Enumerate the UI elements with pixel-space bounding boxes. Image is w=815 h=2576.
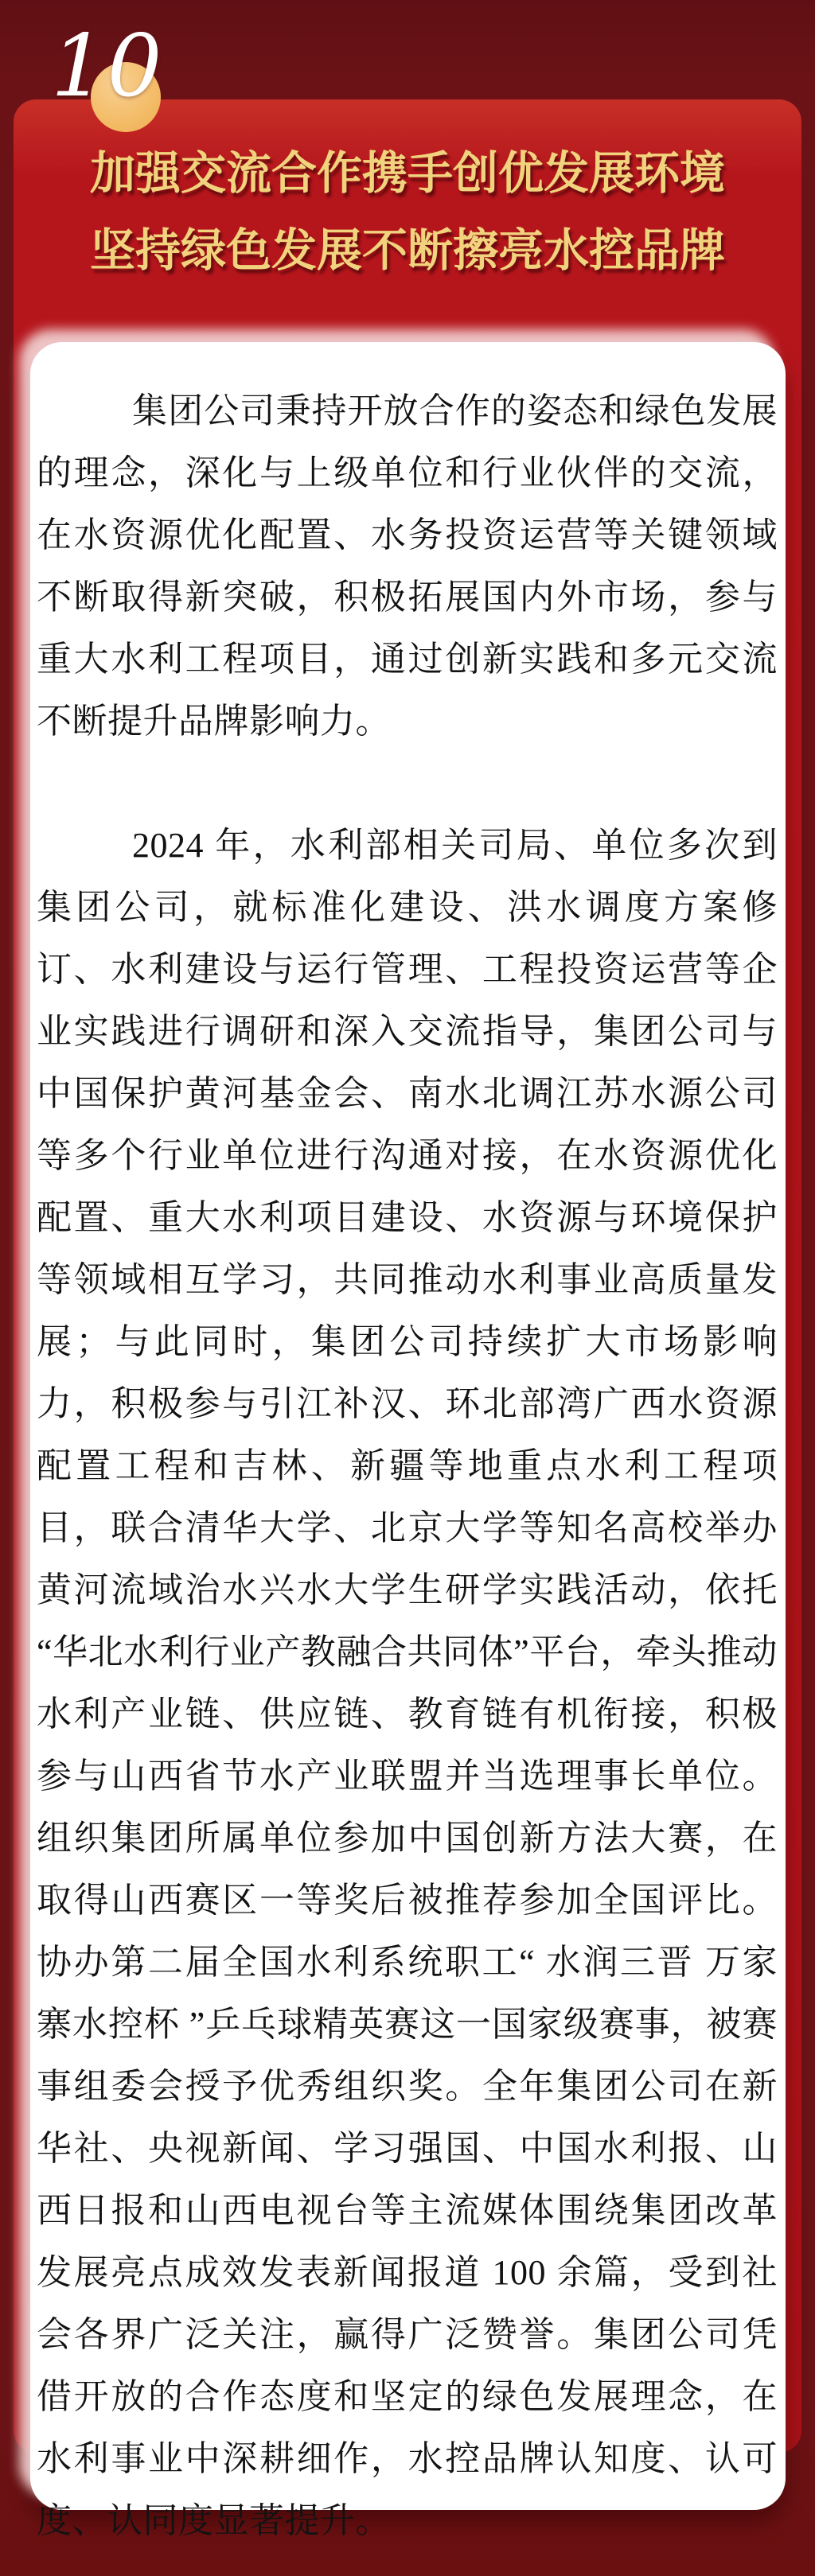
title-line-1: 加强交流合作携手创优发展环境 [90, 149, 725, 199]
body-paragraph-1: 集团公司秉持开放合作的姿态和绿色发展的理念，深化与上级单位和行业伙伴的交流，在水资源优化配置、水务投资运营等关键领域不断取得新突破，积极拓展国内外市场，参与重大水利工程项目，通过创新实践和多元交流不断提升品牌影响力。 [37, 391, 778, 741]
title-line-2: 坚持绿色发展不断擦亮水控品牌 [90, 226, 725, 276]
content-card [30, 342, 786, 2540]
section-title [0, 135, 815, 290]
section-number: 10 [51, 17, 164, 116]
body-paragraph-2: 2024 年，水利部相关司局、单位多次到集团公司，就标准化建设、洪水调度方案修订、水利建设与运行管理、工程投资运营等企业实践进行调研和深入交流指导，集团公司与中国保护黄河基金会、南水北调江苏水源公司等多个行业单位进行沟通对接，在水资源优化配置、重大水利项目建设、水资源与环境保护等领域相互学习，共同推动水利事业高质量发展；与此同时，集团公司持续扩大市场影响力，积极参与引江补汉、环北部湾广西水资源配置工程和吉林、新疆等地重点水利工程项目，联合清华大学、北京大学等知名高校举办黄河流域治水兴水大学生研学实践活动，依托“华北水利行业产教融合共同体”平台，牵头推动水利产业链、供应链、教育链有机衔接，积极参与山西省节水产业联盟并当选理事长单位。组织集团所属单位参加中国创新方法大赛，在取得山西赛区一等奖后被推荐参加全国评比。协办第二届全国水利系统职工“ 水润三晋 万家寨水控杯 ”乒乓球精英赛这一国家级赛事，被赛事组委会授予优秀组织奖。全年集团公司在新华社、央视新闻、学习强国、中国水利报、山西日报和山西电视台等主流媒体围绕集团改革发展亮点成效发表新闻报道 100 余篇，受到社会各界广泛关注，赢得广泛赞誉。集团公司凭借开放的合作态度和坚定的绿色发展理念，在水利事业中深耕细作，水控品牌认知度、认可度、认同度显著提升。 [37, 826, 778, 2540]
